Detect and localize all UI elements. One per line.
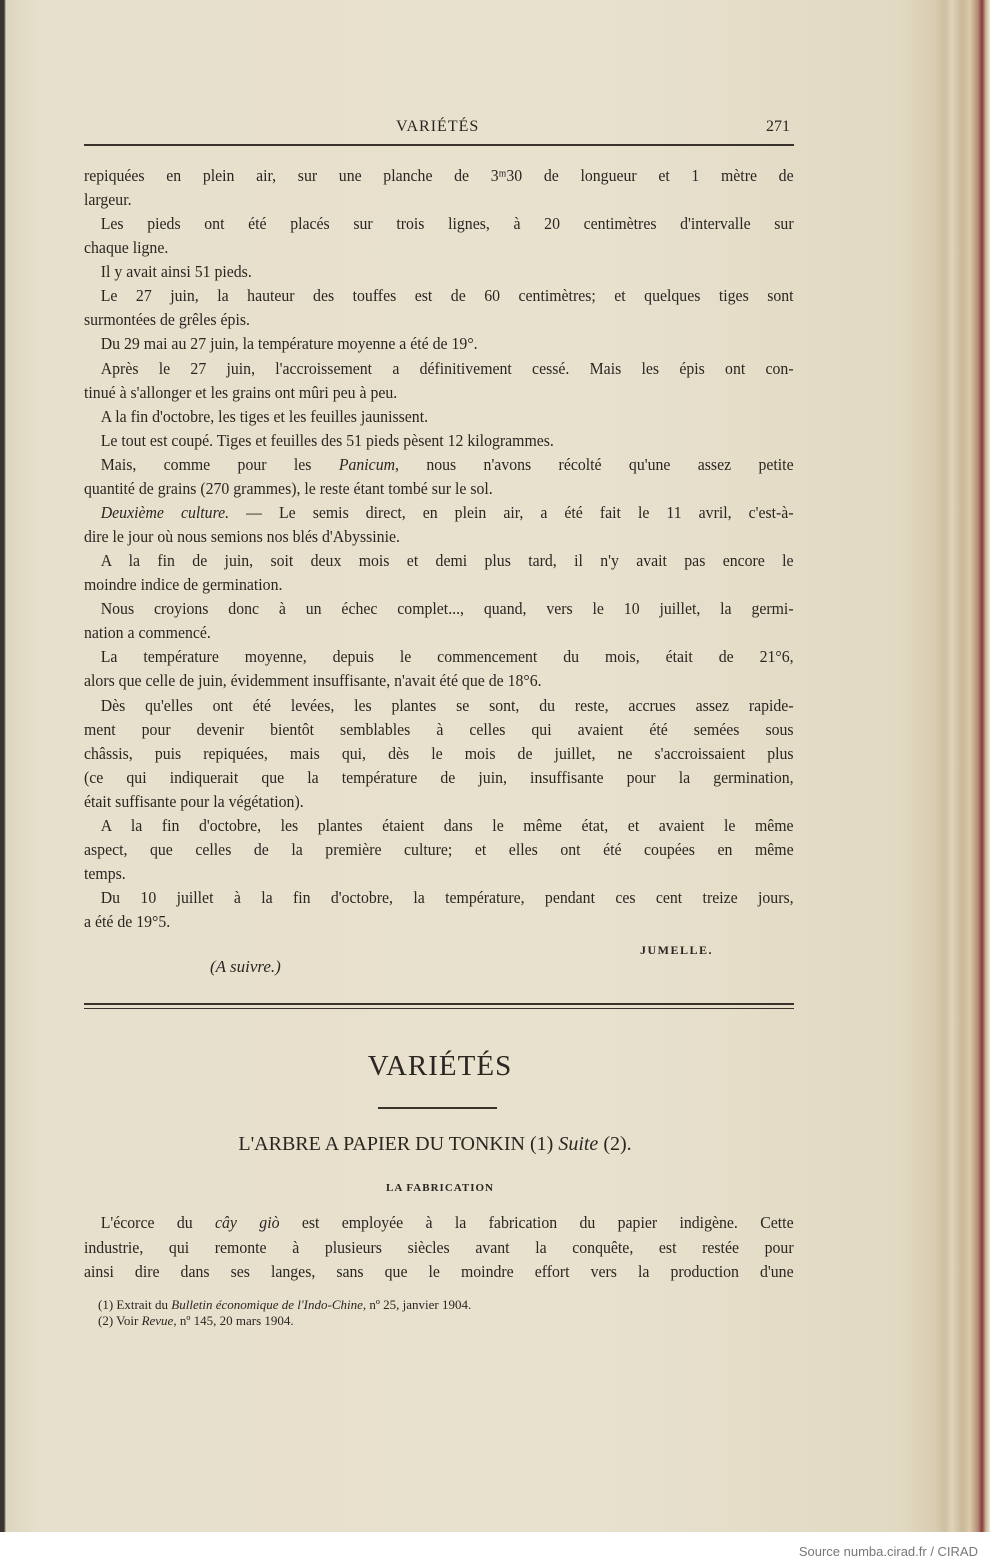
text-segment: Dès qu'elles ont été levées, les plantes se sont, du reste, accrues assez rapide- bbox=[100, 695, 794, 715]
text-line bbox=[84, 743, 794, 765]
text-segment: A la fin d'octobre, les tiges et les feuilles jaunissent. bbox=[100, 406, 429, 426]
section-double-rule-bottom bbox=[84, 1008, 794, 1009]
text-segment: ainsi dire dans ses langes, sans que le moindre effort vers la production d'une bbox=[84, 1262, 794, 1281]
text-line bbox=[84, 358, 794, 380]
text-line bbox=[84, 839, 794, 861]
text-segment: — Le semis direct, en plein air, a été fait le 11 avril, c'est-à- bbox=[229, 502, 794, 522]
page-number: 271 bbox=[766, 118, 790, 135]
text-segment: Nous croyions donc à un échec complet..., quand, vers le 10 juillet, la germi- bbox=[100, 599, 794, 619]
footnote-2 bbox=[98, 1313, 294, 1329]
text-segment: Le 27 juin, la hauteur des touffes est de 60 centimètres; et quelques tiges sont bbox=[100, 286, 794, 306]
text-segment: repiquées en plein air, sur une planche de 3ᵐ30 de longueur et 1 mètre de bbox=[84, 166, 794, 185]
text-line bbox=[84, 285, 794, 307]
text-segment: quantité de grains (270 grammes), le reste étant tombé sur le sol. bbox=[84, 478, 493, 498]
to-be-continued: (A suivre.) bbox=[210, 957, 281, 976]
text-line bbox=[84, 478, 744, 500]
text-line bbox=[84, 309, 744, 331]
section-double-rule-top bbox=[84, 1003, 794, 1005]
text-segment: chaque ligne. bbox=[84, 238, 169, 258]
author-signature: JUMELLE. bbox=[640, 943, 714, 957]
text-line bbox=[84, 165, 794, 187]
text-segment: est employée à la fabrication du papier indigène. Cette bbox=[279, 1213, 794, 1232]
header-rule bbox=[84, 144, 794, 146]
text-segment: châssis, puis repiquées, mais qui, dès le mois de juillet, ne s'accroissaient plus bbox=[84, 743, 794, 763]
text-segment: L'écorce du bbox=[100, 1213, 215, 1232]
text-line bbox=[84, 526, 744, 548]
text-line bbox=[84, 261, 744, 283]
text-segment: a été de 19°5. bbox=[84, 912, 171, 932]
text-line bbox=[84, 670, 744, 692]
text-segment: surmontées de grêles épis. bbox=[84, 310, 250, 330]
footnote-ref-1: (1) bbox=[524, 1133, 559, 1155]
text-line bbox=[84, 791, 744, 813]
text-segment: nation a commencé. bbox=[84, 623, 211, 643]
text-line bbox=[84, 887, 794, 909]
text-line bbox=[84, 719, 794, 741]
section-heading: VARIÉTÉS bbox=[367, 1050, 513, 1082]
text-segment: A la fin de juin, soit deux mois et demi plus tard, il n'y avait pas encore le bbox=[100, 551, 794, 571]
text-segment: Le tout est coupé. Tiges et feuilles des 51 pieds pèsent 12 kilogrammes. bbox=[100, 430, 554, 450]
text-segment: temps. bbox=[84, 864, 126, 884]
heading-rule bbox=[378, 1107, 497, 1109]
italic-text: cây giò bbox=[214, 1213, 280, 1232]
text-segment: était suffisante pour la végétation). bbox=[84, 791, 304, 811]
text-line bbox=[84, 598, 794, 620]
text-segment: tinué à s'allonger et les grains ont mûri peu à peu. bbox=[84, 382, 398, 402]
source-credit: Source numba.cirad.fr / CIRAD bbox=[798, 1544, 978, 1559]
subheading: LA FABRICATION bbox=[385, 1182, 495, 1194]
text-segment: industrie, qui remonte à plusieurs siècles avant la conquête, est restée pour bbox=[84, 1237, 794, 1257]
text-line bbox=[84, 1261, 794, 1283]
text-line bbox=[84, 454, 794, 476]
text-line bbox=[84, 574, 744, 596]
text-segment: alors que celle de juin, évidemment insuffisante, n'avait été que de 18°6. bbox=[84, 671, 542, 691]
text-line bbox=[84, 767, 794, 789]
text-segment: Du 29 mai au 27 juin, la température moyenne a été de 19°. bbox=[100, 334, 478, 354]
text-line bbox=[84, 1237, 794, 1259]
footnote-italic: Revue bbox=[141, 1313, 174, 1328]
italic-text: Deuxième culture. bbox=[100, 502, 230, 522]
text-segment: , nous n'avons récolté qu'une assez petite bbox=[395, 454, 794, 474]
text-line bbox=[84, 382, 744, 404]
text-line bbox=[84, 333, 744, 355]
text-segment: La température moyenne, depuis le commencement du mois, était de 21°6, bbox=[100, 647, 794, 667]
text-line bbox=[84, 189, 744, 211]
text-line bbox=[84, 550, 794, 572]
footnote-text: (2) Voir bbox=[98, 1313, 142, 1328]
text-line bbox=[84, 622, 744, 644]
text-line bbox=[84, 502, 794, 524]
text-segment: Du 10 juillet à la fin d'octobre, la température, pendant ces cent treize jours, bbox=[100, 888, 794, 908]
text-segment: largeur. bbox=[84, 190, 132, 210]
text-line bbox=[84, 430, 744, 452]
text-segment: Les pieds ont été placés sur trois lignes, à 20 centimètres d'intervalle sur bbox=[100, 214, 794, 234]
article-title bbox=[0, 1133, 870, 1156]
footnote-text: , nº 145, 20 mars 1904. bbox=[173, 1313, 294, 1328]
text-line bbox=[84, 911, 744, 933]
running-title: VARIÉTÉS bbox=[396, 118, 480, 135]
footnote-text: , nº 25, janvier 1904. bbox=[362, 1297, 472, 1312]
text-line bbox=[84, 1212, 794, 1234]
text-line bbox=[84, 695, 794, 717]
text-line bbox=[84, 815, 794, 837]
text-line bbox=[84, 213, 794, 235]
text-line bbox=[84, 863, 744, 885]
text-segment: ment pour devenir bientôt semblables à celles qui avaient été semées sous bbox=[84, 719, 794, 739]
text-segment: (ce qui indiquerait que la température de juin, insuffisante pour la germination, bbox=[84, 767, 794, 787]
article-title-suite: Suite bbox=[558, 1133, 599, 1155]
text-line bbox=[84, 406, 744, 428]
text-segment: moindre indice de germination. bbox=[84, 575, 283, 595]
text-line bbox=[84, 237, 744, 259]
article-title-main: L'ARBRE A PAPIER DU TONKIN bbox=[238, 1133, 525, 1155]
text-line bbox=[84, 646, 794, 668]
text-segment: dire le jour où nous semions nos blés d'Abyssinie. bbox=[84, 527, 400, 547]
footnote-text: (1) Extrait du bbox=[98, 1297, 172, 1312]
footnote-1 bbox=[98, 1297, 471, 1313]
footnote-italic: Bulletin économique de l'Indo-Chine bbox=[171, 1297, 363, 1312]
text-segment: Il y avait ainsi 51 pieds. bbox=[100, 262, 252, 282]
text-segment: A la fin d'octobre, les plantes étaient dans le même état, et avaient le même bbox=[100, 815, 794, 835]
text-segment: aspect, que celles de la première culture; et elles ont été coupées en même bbox=[84, 839, 794, 859]
text-segment: Après le 27 juin, l'accroissement a définitivement cessé. Mais les épis ont con- bbox=[100, 358, 794, 378]
footnote-ref-2: (2). bbox=[598, 1133, 632, 1155]
italic-text: Panicum bbox=[338, 454, 396, 474]
text-segment: Mais, comme pour les bbox=[100, 454, 339, 474]
